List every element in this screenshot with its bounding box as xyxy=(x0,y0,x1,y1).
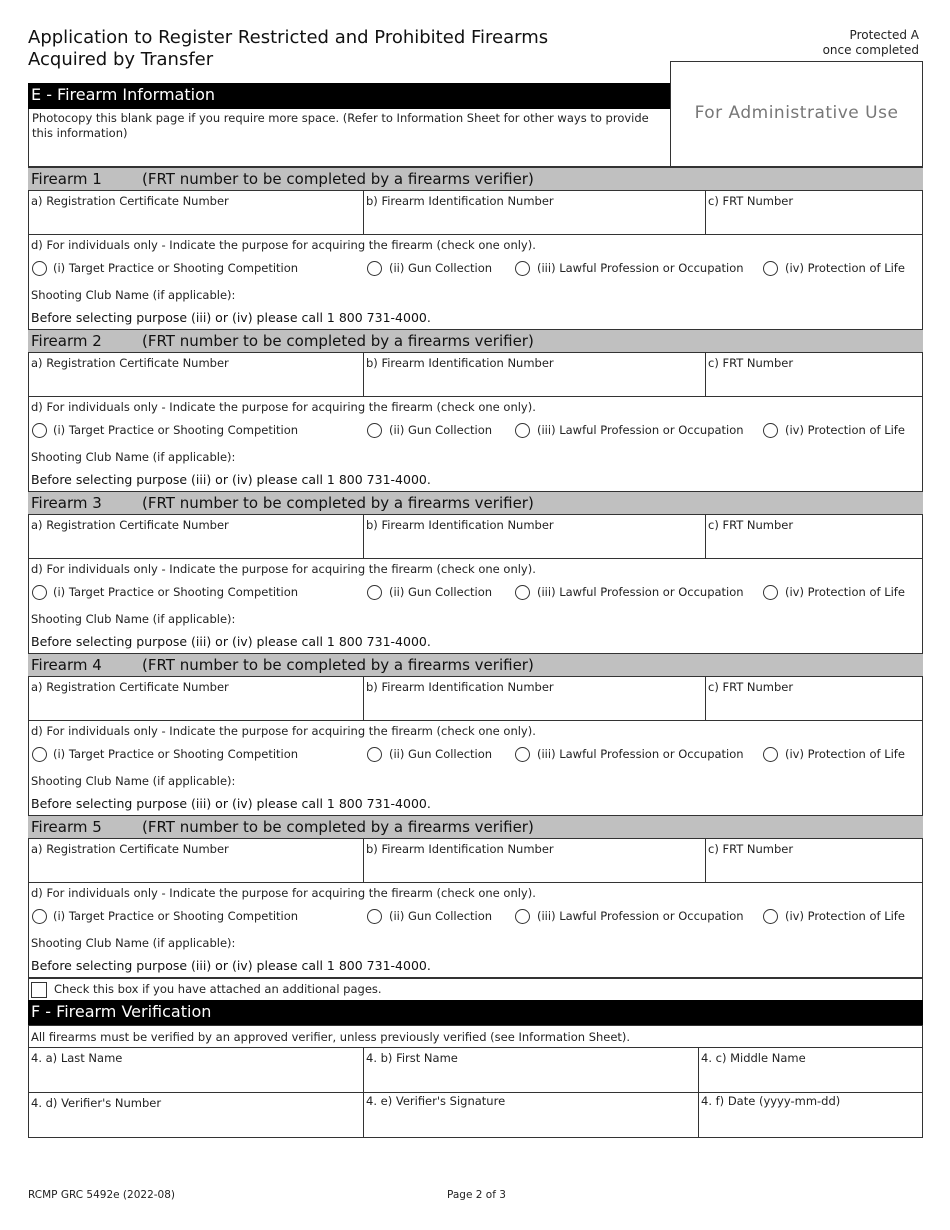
section-f-instructions-box xyxy=(28,1025,923,1048)
firearm-identification-label: b) Firearm Identification Number xyxy=(366,518,554,532)
option-gun-collection-label: (ii) Gun Collection xyxy=(389,423,493,437)
first-name-label: 4. b) First Name xyxy=(366,1051,458,1065)
last-name-label: 4. a) Last Name xyxy=(31,1051,123,1065)
radio-lawful-profession[interactable] xyxy=(515,585,530,600)
attached-pages-label: Check this box if you have attached an additional pages. xyxy=(54,982,382,996)
option-target-practice-label: (i) Target Practice or Shooting Competition xyxy=(53,747,299,761)
option-target-practice-label: (i) Target Practice or Shooting Competition xyxy=(53,909,299,923)
frt-number-label: c) FRT Number xyxy=(708,356,794,370)
firearm-identification-label: b) Firearm Identification Number xyxy=(366,842,554,856)
radio-protection-of-life[interactable] xyxy=(763,423,778,438)
radio-lawful-profession[interactable] xyxy=(515,747,530,762)
protected-line2: once completed xyxy=(822,43,919,57)
verifier-signature-label: 4. e) Verifier's Signature xyxy=(366,1094,506,1108)
purpose-box xyxy=(28,558,923,654)
radio-target-practice[interactable] xyxy=(32,747,47,762)
frt-number-field[interactable] xyxy=(705,514,923,559)
firearm-name: Firearm 1 xyxy=(31,170,102,188)
registration-certificate-field[interactable] xyxy=(28,514,364,559)
shooting-club-label: Shooting Club Name (if applicable): xyxy=(31,936,236,950)
firearm-block-3 xyxy=(28,491,923,653)
radio-gun-collection[interactable] xyxy=(367,909,382,924)
radio-lawful-profession[interactable] xyxy=(515,909,530,924)
shooting-club-label: Shooting Club Name (if applicable): xyxy=(31,288,236,302)
frt-number-label: c) FRT Number xyxy=(708,518,794,532)
purpose-box xyxy=(28,720,923,816)
frt-number-field[interactable] xyxy=(705,676,923,721)
protected-line1: Protected A xyxy=(849,28,919,42)
call-notice: Before selecting purpose (iii) or (iv) please call 1 800 731-4000. xyxy=(31,472,431,487)
purpose-label: d) For individuals only - Indicate the purpose for acquiring the firearm (check one only). xyxy=(31,724,536,738)
radio-protection-of-life[interactable] xyxy=(763,261,778,276)
option-protection-of-life-label: (iv) Protection of Life xyxy=(785,909,905,923)
option-target-practice-label: (i) Target Practice or Shooting Competition xyxy=(53,585,299,599)
form-title xyxy=(28,27,548,71)
attached-pages-row xyxy=(28,978,923,1001)
registration-certificate-field[interactable] xyxy=(28,190,364,235)
option-lawful-profession-label: (iii) Lawful Profession or Occupation xyxy=(537,747,744,761)
option-lawful-profession-label: (iii) Lawful Profession or Occupation xyxy=(537,261,744,275)
form-id: RCMP GRC 5492e (2022-08) xyxy=(28,1189,175,1201)
middle-name-label: 4. c) Middle Name xyxy=(701,1051,806,1065)
option-target-practice-label: (i) Target Practice or Shooting Competition xyxy=(53,261,299,275)
frt-number-field[interactable] xyxy=(705,190,923,235)
registration-certificate-label: a) Registration Certificate Number xyxy=(31,518,229,532)
firearm-header xyxy=(28,815,923,839)
firearm-identification-label: b) Firearm Identification Number xyxy=(366,680,554,694)
radio-lawful-profession[interactable] xyxy=(515,423,530,438)
radio-protection-of-life[interactable] xyxy=(763,585,778,600)
registration-certificate-label: a) Registration Certificate Number xyxy=(31,194,229,208)
frt-number-field[interactable] xyxy=(705,838,923,883)
firearm-identification-field[interactable] xyxy=(363,838,706,883)
section-f-title: F - Firearm Verification xyxy=(28,1000,923,1026)
firearm-name: Firearm 4 xyxy=(31,656,102,674)
firearm-subtitle: (FRT number to be completed by a firearms verifier) xyxy=(142,170,534,188)
radio-protection-of-life[interactable] xyxy=(763,747,778,762)
frt-number-label: c) FRT Number xyxy=(708,680,794,694)
registration-certificate-label: a) Registration Certificate Number xyxy=(31,680,229,694)
firearm-block-1 xyxy=(28,167,923,329)
radio-gun-collection[interactable] xyxy=(367,423,382,438)
option-gun-collection-label: (ii) Gun Collection xyxy=(389,585,493,599)
frt-number-label: c) FRT Number xyxy=(708,194,794,208)
radio-lawful-profession[interactable] xyxy=(515,261,530,276)
radio-gun-collection[interactable] xyxy=(367,261,382,276)
firearm-name: Firearm 3 xyxy=(31,494,102,512)
shooting-club-label: Shooting Club Name (if applicable): xyxy=(31,774,236,788)
firearm-subtitle: (FRT number to be completed by a firearms verifier) xyxy=(142,494,534,512)
option-protection-of-life-label: (iv) Protection of Life xyxy=(785,747,905,761)
firearm-identification-label: b) Firearm Identification Number xyxy=(366,194,554,208)
section-e-instructions-line1: Photocopy this blank page if you require more space. (Refer to Information Sheet for other ways to provide xyxy=(32,111,649,125)
firearm-subtitle: (FRT number to be completed by a firearms verifier) xyxy=(142,818,534,836)
verifier-number-field[interactable] xyxy=(28,1092,364,1138)
shooting-club-label: Shooting Club Name (if applicable): xyxy=(31,612,236,626)
firearm-header xyxy=(28,491,923,515)
firearm-block-4 xyxy=(28,653,923,815)
option-gun-collection-label: (ii) Gun Collection xyxy=(389,747,493,761)
firearm-header xyxy=(28,167,923,191)
radio-target-practice[interactable] xyxy=(32,423,47,438)
purpose-label: d) For individuals only - Indicate the purpose for acquiring the firearm (check one only). xyxy=(31,400,536,414)
radio-gun-collection[interactable] xyxy=(367,747,382,762)
firearm-block-5 xyxy=(28,815,923,977)
registration-certificate-field[interactable] xyxy=(28,838,364,883)
option-lawful-profession-label: (iii) Lawful Profession or Occupation xyxy=(537,909,744,923)
protected-notice xyxy=(823,28,919,58)
verifier-number-label: 4. d) Verifier's Number xyxy=(31,1096,162,1110)
firearm-identification-field[interactable] xyxy=(363,190,706,235)
firearm-header xyxy=(28,329,923,353)
registration-certificate-label: a) Registration Certificate Number xyxy=(31,842,229,856)
radio-gun-collection[interactable] xyxy=(367,585,382,600)
option-protection-of-life-label: (iv) Protection of Life xyxy=(785,261,905,275)
radio-target-practice[interactable] xyxy=(32,261,47,276)
date-label: 4. f) Date (yyyy-mm-dd) xyxy=(701,1094,841,1108)
firearm-identification-field[interactable] xyxy=(363,514,706,559)
purpose-box xyxy=(28,234,923,330)
option-lawful-profession-label: (iii) Lawful Profession or Occupation xyxy=(537,585,744,599)
option-target-practice-label: (i) Target Practice or Shooting Competition xyxy=(53,423,299,437)
section-f-instructions: All firearms must be verified by an approved verifier, unless previously verified (see Information Sheet). xyxy=(31,1030,631,1044)
registration-certificate-label: a) Registration Certificate Number xyxy=(31,356,229,370)
administrative-use-box xyxy=(670,61,923,167)
section-e-instructions-line2: this information) xyxy=(32,126,128,140)
verifier-signature-field[interactable] xyxy=(363,1092,699,1138)
firearm-subtitle: (FRT number to be completed by a firearms verifier) xyxy=(142,332,534,350)
frt-number-field[interactable] xyxy=(705,352,923,397)
firearm-header xyxy=(28,653,923,677)
purpose-label: d) For individuals only - Indicate the purpose for acquiring the firearm (check one only). xyxy=(31,562,536,576)
purpose-label: d) For individuals only - Indicate the purpose for acquiring the firearm (check one only). xyxy=(31,886,536,900)
call-notice: Before selecting purpose (iii) or (iv) please call 1 800 731-4000. xyxy=(31,634,431,649)
purpose-box xyxy=(28,882,923,978)
frt-number-label: c) FRT Number xyxy=(708,842,794,856)
registration-certificate-field[interactable] xyxy=(28,352,364,397)
administrative-use-label: For Administrative Use xyxy=(694,103,899,123)
shooting-club-label: Shooting Club Name (if applicable): xyxy=(31,450,236,464)
radio-target-practice[interactable] xyxy=(32,909,47,924)
first-name-field[interactable] xyxy=(363,1047,699,1093)
middle-name-field[interactable] xyxy=(698,1047,923,1093)
purpose-label: d) For individuals only - Indicate the purpose for acquiring the firearm (check one only). xyxy=(31,238,536,252)
firearm-identification-label: b) Firearm Identification Number xyxy=(366,356,554,370)
call-notice: Before selecting purpose (iii) or (iv) please call 1 800 731-4000. xyxy=(31,958,431,973)
option-protection-of-life-label: (iv) Protection of Life xyxy=(785,423,905,437)
last-name-field[interactable] xyxy=(28,1047,364,1093)
firearm-subtitle: (FRT number to be completed by a firearms verifier) xyxy=(142,656,534,674)
section-e-instructions-box xyxy=(28,109,671,167)
radio-protection-of-life[interactable] xyxy=(763,909,778,924)
call-notice: Before selecting purpose (iii) or (iv) please call 1 800 731-4000. xyxy=(31,796,431,811)
firearm-block-2 xyxy=(28,329,923,491)
purpose-box xyxy=(28,396,923,492)
call-notice: Before selecting purpose (iii) or (iv) please call 1 800 731-4000. xyxy=(31,310,431,325)
page-number: Page 2 of 3 xyxy=(447,1189,506,1201)
registration-certificate-field[interactable] xyxy=(28,676,364,721)
attached-pages-checkbox[interactable] xyxy=(31,982,47,998)
form-title-line2: Acquired by Transfer xyxy=(28,49,214,70)
radio-target-practice[interactable] xyxy=(32,585,47,600)
firearm-name: Firearm 2 xyxy=(31,332,102,350)
form-title-line1: Application to Register Restricted and Prohibited Firearms xyxy=(28,27,549,48)
option-gun-collection-label: (ii) Gun Collection xyxy=(389,909,493,923)
option-protection-of-life-label: (iv) Protection of Life xyxy=(785,585,905,599)
firearm-name: Firearm 5 xyxy=(31,818,102,836)
section-e-title: E - Firearm Information xyxy=(28,83,670,109)
firearm-identification-field[interactable] xyxy=(363,352,706,397)
date-field[interactable] xyxy=(698,1092,923,1138)
option-gun-collection-label: (ii) Gun Collection xyxy=(389,261,493,275)
firearm-identification-field[interactable] xyxy=(363,676,706,721)
option-lawful-profession-label: (iii) Lawful Profession or Occupation xyxy=(537,423,744,437)
